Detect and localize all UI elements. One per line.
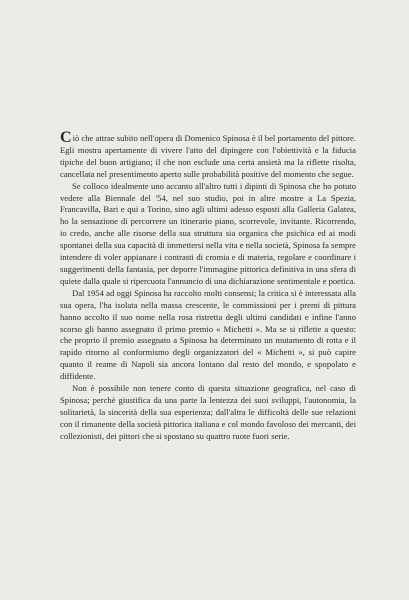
paragraph-4: Non è possibile non tenere conto di questa situazione geografica, nel caso di Spinosa; perchè giustifica da una parte la lentezza dei suoi sviluppi, l'autonomia, la solitarietà, la sincerità della sua esperienza; dall'altra le difficoltà delle sue relazioni con il rimanente della società pittorica italiana e col mondo favoloso dei mercanti, dei collezionisti, dei pittori che si spostano su quattro ruote fuori serie.	[60, 383, 356, 441]
paragraph-3: Dal 1954 ad oggi Spinosa ha raccolto molti consensi; la critica si è interessata alla sua opera, l'ha isolata nella massa crescente, le commissioni per i premi di pittura hanno accolto il suo nome nella rosa ristretta degli ultimi candidati e infine l'anno scorso gli hanno assegnato il primo premio « Michetti ». Ma se si riflette a questo: che proprio il premio assegnato a Spinosa ha determinato un mutamento di rotta e il rapido ritorno al conformismo degli organizzatori del « Michetti », si può capire quanto il reame di Napoli sia ancora lontano dal resto del mondo, e spopolato e diffidente.	[60, 287, 356, 382]
paragraph-2: Se colloco idealmente uno accanto all'altro tutti i dipinti di Spinosa che ho potuto vedere alla Biennale del '54, nel suo studio, poi in altre mostre a La Spezia, Francavilla, Bari e qui a Torino, sino agli ultimi adesso esposti alla Galleria Galatea, ho la sensazione di percorrere un itinerario piano, scorrevole, invitante. Ricorrendo, io credo, anche alle risorse della sua struttura sia organica che psichica ed ai modi spontanei della sua capacità di immettersi nella vita e nella società, Spinosa fa sempre intendere di voler appianare i contrasti di cromia e di materia, regolare e coordinare i suggerimenti della fantasia, per deporre l'immagine pittorica definitiva in una sfera di quiete dalla quale si ripercuota l'annuncio di una dichiarazione sentimentale e poetica.	[60, 180, 356, 286]
paragraph-1	[60, 129, 356, 181]
article-body	[60, 129, 356, 443]
drop-cap: C	[60, 129, 72, 146]
paragraph-1-text: iò che attrae subito nell'opera di Domenico Spinosa è il bel portamento del pittore. Egli mostra apertamente di vivere l'atto del dipingere con l'obiettività e la fiducia tipiche del buon artigiano; il che non esclude una certa ansietà ma la riflette risolta, cancellata nel presentimento aperto sulle probabilità positive del momento che segue.	[60, 133, 356, 179]
